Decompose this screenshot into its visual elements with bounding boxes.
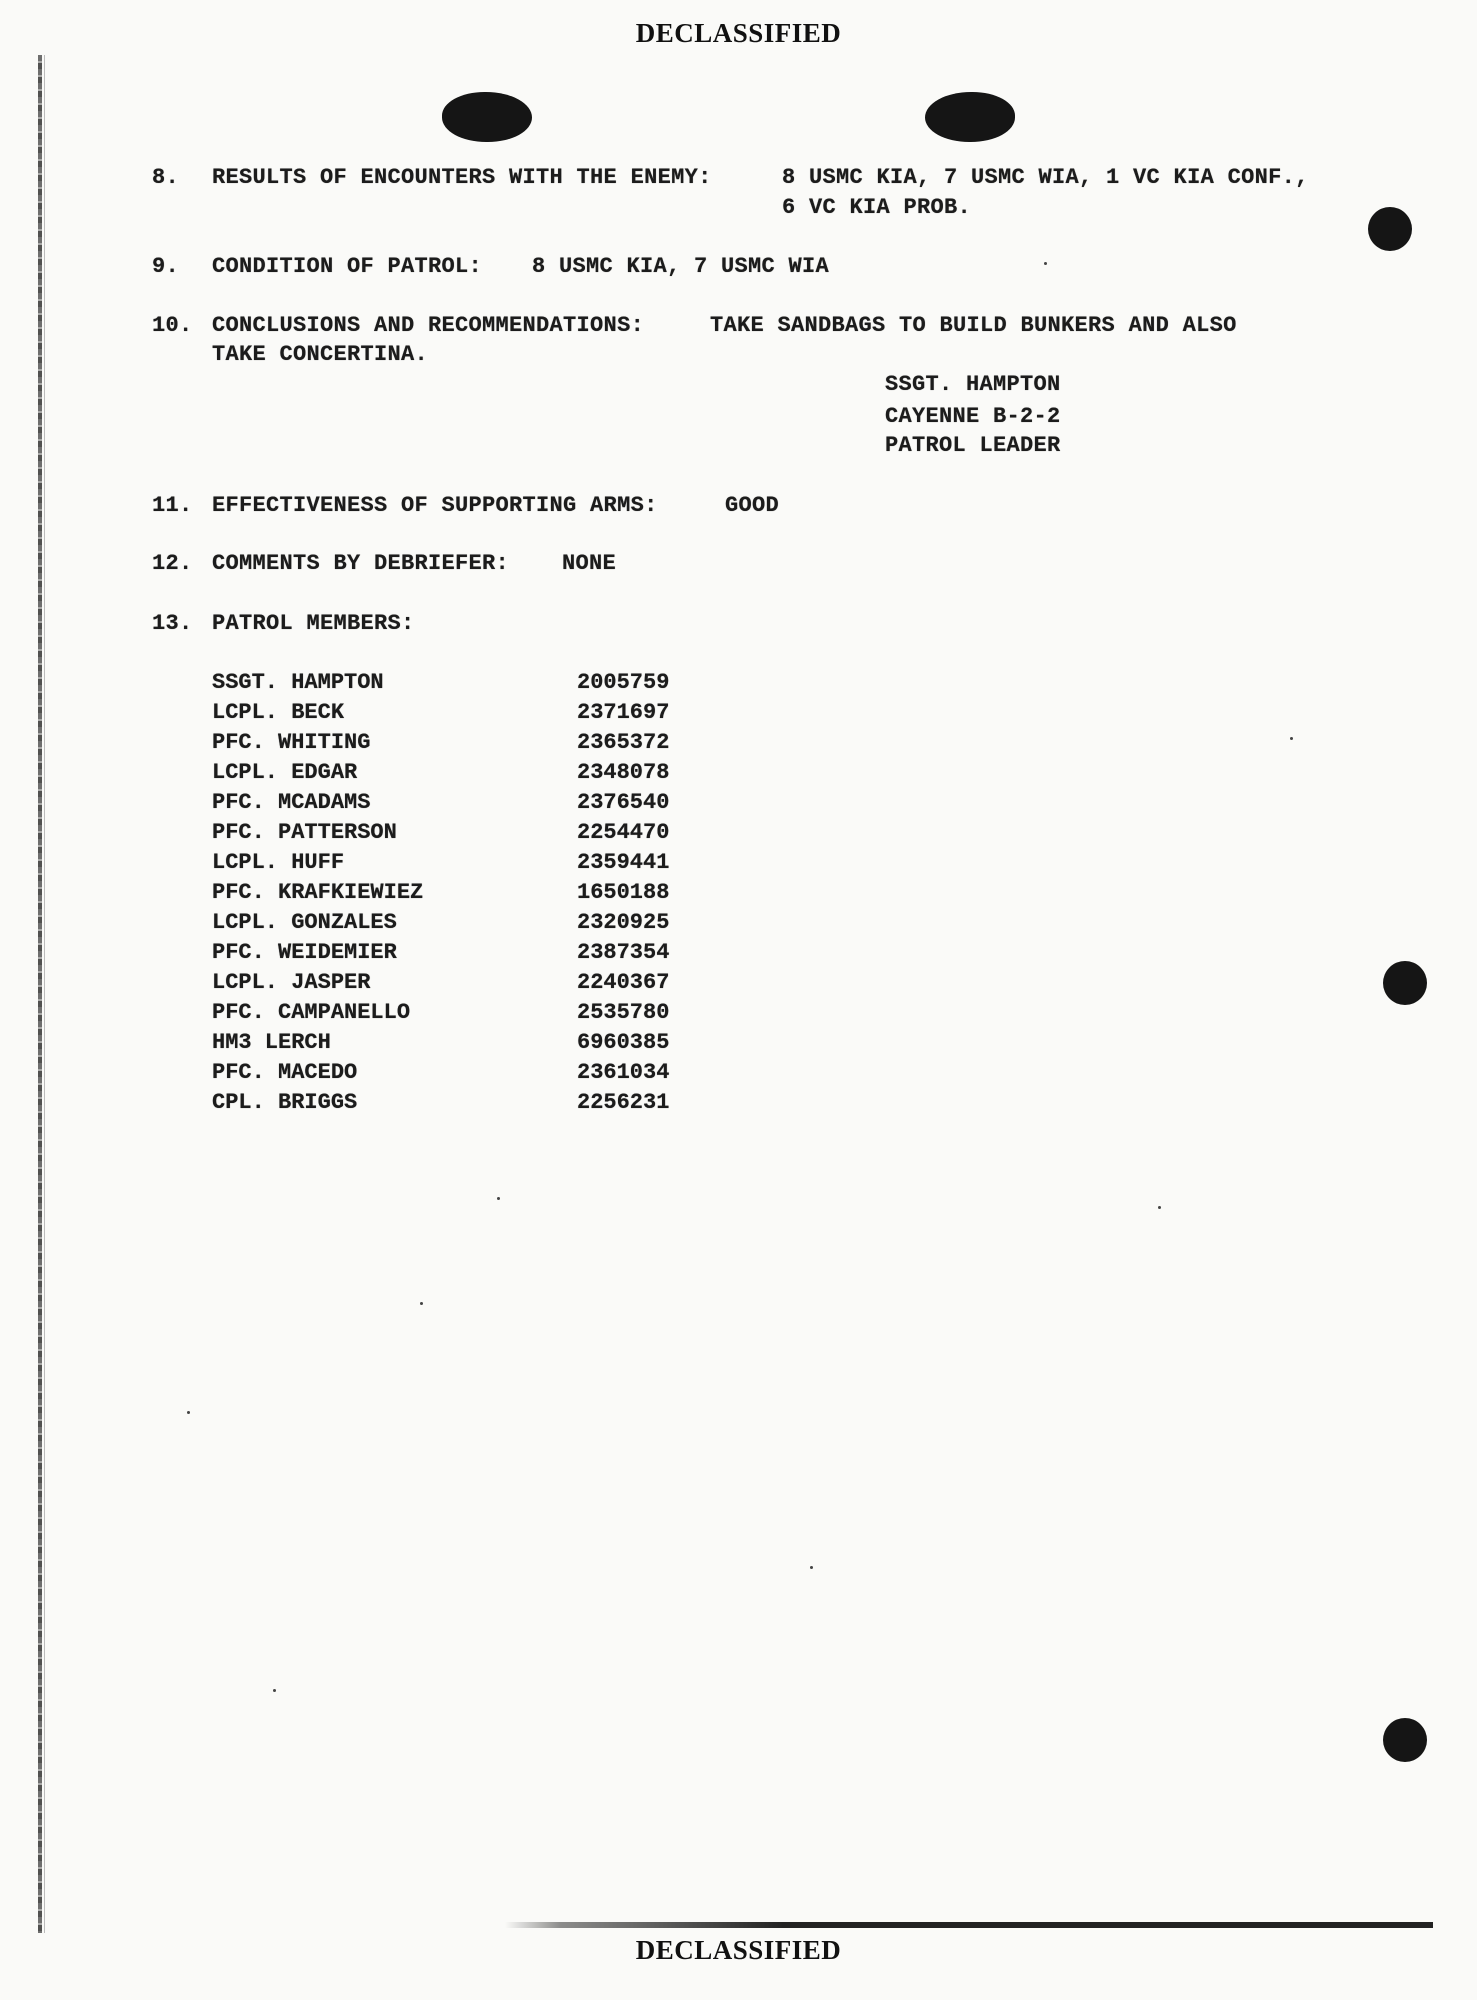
scan-speck — [1290, 737, 1293, 740]
section-10-label: CONCLUSIONS AND RECOMMENDATIONS: — [212, 313, 645, 338]
section-11-number: 11. — [152, 493, 193, 518]
patrol-member-row — [212, 940, 712, 970]
patrol-member-service-number: 2256231 — [577, 1090, 670, 1115]
patrol-member-name: PFC. MCADAMS — [212, 790, 371, 815]
patrol-member-service-number: 2005759 — [577, 670, 670, 695]
section-10-value-line2: TAKE CONCERTINA. — [212, 342, 429, 367]
patrol-member-service-number: 2371697 — [577, 700, 670, 725]
classification-stamp-bottom: DECLASSIFIED — [635, 1935, 842, 1965]
section-9-value: 8 USMC KIA, 7 USMC WIA — [532, 254, 830, 279]
section-11-label: EFFECTIVENESS OF SUPPORTING ARMS: — [212, 493, 658, 518]
patrol-member-row — [212, 910, 712, 940]
bottom-rule — [505, 1922, 1433, 1928]
section-13-label: PATROL MEMBERS: — [212, 611, 415, 636]
scan-speck — [1158, 1206, 1161, 1209]
patrol-member-row — [212, 970, 712, 1000]
section-12-value: NONE — [562, 551, 617, 576]
scan-speck — [187, 1411, 190, 1414]
patrol-member-name: CPL. BRIGGS — [212, 1090, 358, 1115]
scan-speck — [420, 1302, 423, 1305]
scan-speck — [273, 1689, 276, 1692]
staple-blot-right — [925, 92, 1015, 142]
patrol-member-row — [212, 1090, 712, 1120]
classification-stamp-top: DECLASSIFIED — [635, 18, 842, 48]
patrol-member-service-number: 2365372 — [577, 730, 670, 755]
punch-hole-bottom — [1383, 1718, 1427, 1762]
patrol-member-service-number: 2387354 — [577, 940, 670, 965]
patrol-member-row — [212, 700, 712, 730]
patrol-member-row — [212, 1060, 712, 1090]
patrol-member-service-number: 2535780 — [577, 1000, 670, 1025]
section-8-value-line1: 8 USMC KIA, 7 USMC WIA, 1 VC KIA CONF., — [782, 165, 1309, 190]
patrol-member-service-number: 2361034 — [577, 1060, 670, 1085]
patrol-member-service-number: 6960385 — [577, 1030, 670, 1055]
scan-speck — [497, 1197, 500, 1200]
punch-hole-middle — [1383, 961, 1427, 1005]
patrol-member-row — [212, 1000, 712, 1030]
section-11-value: GOOD — [725, 493, 780, 518]
section-13-number: 13. — [152, 611, 193, 636]
patrol-member-service-number: 1650188 — [577, 880, 670, 905]
section-12-number: 12. — [152, 551, 193, 576]
punch-hole-top — [1368, 207, 1412, 251]
patrol-member-name: PFC. CAMPANELLO — [212, 1000, 411, 1025]
scan-speck — [810, 1566, 813, 1569]
scan-speck — [1044, 262, 1047, 265]
patrol-member-name: PFC. KRAFKIEWIEZ — [212, 880, 424, 905]
patrol-member-row — [212, 1030, 712, 1060]
patrol-member-service-number: 2348078 — [577, 760, 670, 785]
patrol-member-name: LCPL. JASPER — [212, 970, 371, 995]
patrol-member-name: PFC. MACEDO — [212, 1060, 358, 1085]
section-9-number: 9. — [152, 254, 180, 279]
patrol-member-name: PFC. WHITING — [212, 730, 371, 755]
patrol-member-service-number: 2320925 — [577, 910, 670, 935]
section-10-number: 10. — [152, 313, 193, 338]
patrol-member-row — [212, 730, 712, 760]
section-8-label: RESULTS OF ENCOUNTERS WITH THE ENEMY: — [212, 165, 712, 190]
section-10-value-line1: TAKE SANDBAGS TO BUILD BUNKERS AND ALSO — [710, 313, 1237, 338]
patrol-member-name: LCPL. GONZALES — [212, 910, 397, 935]
patrol-member-name: LCPL. EDGAR — [212, 760, 358, 785]
section-8-value-line2: 6 VC KIA PROB. — [782, 195, 972, 220]
patrol-member-row — [212, 760, 712, 790]
section-9-label: CONDITION OF PATROL: — [212, 254, 483, 279]
patrol-member-name: PFC. PATTERSON — [212, 820, 397, 845]
patrol-member-name: HM3 LERCH — [212, 1030, 331, 1055]
patrol-member-name: PFC. WEIDEMIER — [212, 940, 397, 965]
patrol-member-name: LCPL. BECK — [212, 700, 345, 725]
binding-edge — [38, 55, 42, 1933]
patrol-member-row — [212, 820, 712, 850]
signature-name: SSGT. HAMPTON — [885, 372, 1061, 397]
patrol-members-list — [212, 670, 712, 1120]
patrol-member-row — [212, 880, 712, 910]
patrol-member-service-number: 2254470 — [577, 820, 670, 845]
section-8-number: 8. — [152, 165, 180, 190]
patrol-member-name: SSGT. HAMPTON — [212, 670, 384, 695]
signature-role: PATROL LEADER — [885, 433, 1061, 458]
staple-blot-left — [442, 92, 532, 142]
patrol-member-row — [212, 790, 712, 820]
patrol-member-row — [212, 670, 712, 700]
signature-unit: CAYENNE B-2-2 — [885, 404, 1061, 429]
binding-edge-shadow — [44, 55, 45, 1933]
patrol-member-row — [212, 850, 712, 880]
patrol-member-service-number: 2376540 — [577, 790, 670, 815]
section-12-label: COMMENTS BY DEBRIEFER: — [212, 551, 510, 576]
patrol-member-service-number: 2240367 — [577, 970, 670, 995]
patrol-member-service-number: 2359441 — [577, 850, 670, 875]
patrol-member-name: LCPL. HUFF — [212, 850, 345, 875]
